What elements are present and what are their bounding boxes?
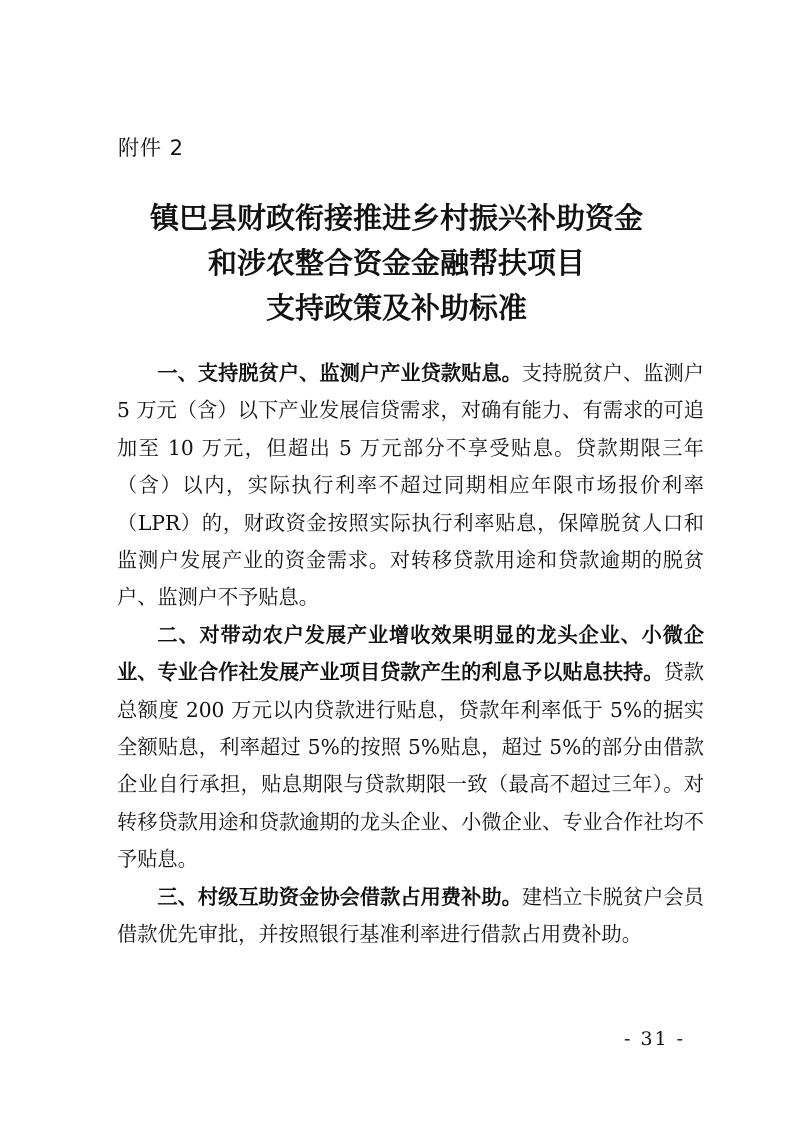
- section-2: [117, 617, 704, 879]
- page-number: - 31 -: [624, 1028, 686, 1050]
- section-3-heading: 三、村级互助资金协会借款占用费补助。: [157, 884, 522, 909]
- section-1-text: 支持脱贫户、监测户 5 万元（含）以下产业发展信贷需求，对确有能力、有需求的可追加至 10 万元，但超出 5 万元部分不享受贴息。贷款期限三年（含）以内，实际执行利率不超过同期相应年限市场报价利率（LPR）的，财政资金按照实际执行利率贴息，保障脱贫人口和监测户发展产业的资金需求。对转移贷款用途和贷款逾期的脱贫户、监测户不予贴息。: [117, 361, 704, 610]
- section-2-heading: 二、对带动农户发展产业增收效果明显的龙头企业、小微企业、专业合作社发展产业项目贷款产生的利息予以贴息扶持。: [117, 622, 704, 685]
- document-body: [117, 355, 704, 954]
- title-line-2: 和涉农整合资金金融帮扶项目: [207, 246, 585, 280]
- title-line-3: 支持政策及补助标准: [265, 291, 527, 325]
- attachment-label: 附件 2: [118, 136, 185, 160]
- title-line-1: 镇巴县财政衔接推进乡村振兴补助资金: [149, 201, 643, 235]
- section-1: [117, 355, 704, 617]
- section-2-text: 贷款总额度 200 万元以内贷款进行贴息，贷款年利率低于 5%的据实全额贴息，利率超过 5%的按照 5%贴息，超过 5%的部分由借款企业自行承担，贴息期限与贷款期限一致（最高不超过三年）。对转移贷款用途和贷款逾期的龙头企业、小微企业、专业合作社均不予贴息。: [117, 660, 704, 872]
- document-title: [0, 196, 793, 331]
- section-3: [117, 879, 704, 954]
- section-1-heading: 一、支持脱贫户、监测户产业贷款贴息。: [157, 361, 522, 385]
- section-3-text: 建档立卡脱贫户会员借款优先审批，并按照银行基准利率进行借款占用费补助。: [117, 884, 704, 947]
